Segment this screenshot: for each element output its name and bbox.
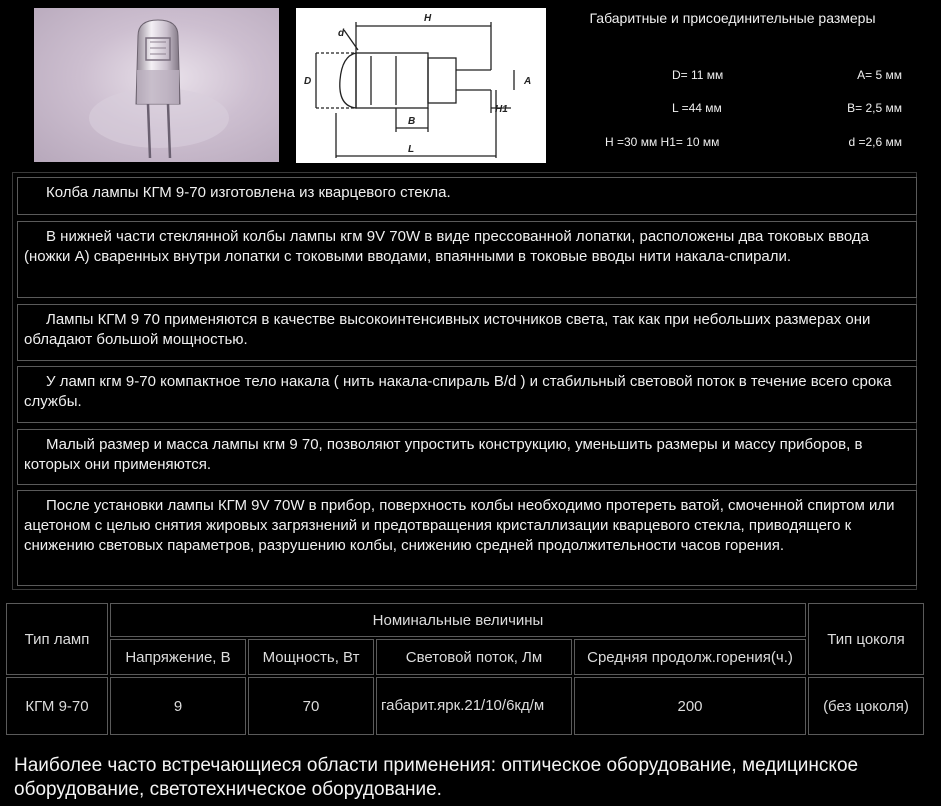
cell-lamp-type: КГМ 9-70 — [6, 677, 108, 735]
applications-text: Наиболее часто встречающиеся области применения: оптическое оборудование, медицинское оборудование, светотехническое оборудование. — [14, 755, 859, 800]
table-header-row — [6, 603, 924, 637]
dimension-drawing — [296, 8, 546, 163]
header-power: Мощность, Вт — [248, 639, 374, 675]
drawing-label-h1: H1 — [495, 104, 508, 115]
dimensions-title: Габаритные и присоединительные размеры — [589, 10, 876, 26]
drawing-label-d: D — [304, 76, 312, 87]
cell-base-type: (без цоколя) — [808, 677, 924, 735]
drawing-label-l: L — [408, 144, 415, 155]
header-base-type: Тип цоколя — [808, 603, 924, 675]
table-subheader-row — [6, 639, 924, 675]
header-luminous-flux: Световой поток, Лм — [376, 639, 572, 675]
table-row — [6, 677, 924, 735]
lamp-photo — [34, 8, 279, 162]
dimension-a: A= 5 мм — [857, 68, 902, 82]
spec-table — [4, 601, 926, 737]
drawing-label-a: A — [524, 76, 532, 87]
cell-luminous-flux: габарит.ярк.21/10/6кд/м — [376, 677, 572, 735]
drawing-label-d-small: d — [338, 28, 345, 39]
dimension-l: L =44 мм — [672, 101, 722, 115]
drawing-label-b: B — [408, 116, 416, 127]
dimension-d-big: D= 11 мм — [672, 68, 724, 82]
header-lamp-type: Тип ламп — [6, 603, 108, 675]
header-average-life: Средняя продолж.горения(ч.) — [574, 639, 806, 675]
dimension-h: H =30 мм H1= 10 мм — [605, 135, 720, 149]
paragraph-filament: У ламп кгм 9-70 компактное тело накала ( нить накала-спираль B/d ) и стабильный световой поток в течение всего срока службы. — [17, 366, 917, 423]
dimension-d-small: d =2,6 мм — [848, 135, 902, 149]
cell-power: 70 — [248, 677, 374, 735]
header-voltage: Напряжение, В — [110, 639, 246, 675]
cell-voltage: 9 — [110, 677, 246, 735]
cell-average-life: 200 — [574, 677, 806, 735]
header-nominal-values: Номинальные величины — [110, 603, 806, 637]
paragraph-material: Колба лампы КГМ 9-70 изготовлена из кварцевого стекла. — [17, 177, 917, 215]
dimension-b: B= 2,5 мм — [847, 101, 902, 115]
paragraph-usage: Лампы КГМ 9 70 применяются в качестве высокоинтенсивных источников света, так как при небольших размерах они обладают большой мощностью. — [17, 304, 917, 361]
paragraph-size: Малый размер и масса лампы кгм 9 70, позволяют упростить конструкцию, уменьшить размеры и массу приборов, в которых они применяются. — [17, 429, 917, 485]
drawing-label-h: H — [424, 13, 432, 24]
lamp-photo-illustration — [34, 8, 279, 162]
paragraph-construction: В нижней части стеклянной колбы лампы кгм 9V 70W в виде прессованной лопатки, расположены два токовых ввода (ножки А) сваренных внутри лопатки с токовыми вводами, впаянными в токовые вводы нити накала-спирали. — [17, 221, 917, 298]
paragraph-installation: После установки лампы КГМ 9V 70W в прибор, поверхность колбы необходимо протереть ватой, смоченной спиртом или ацетоном с целью снятия жировых загрязнений и предотвращения кристаллизации кварцевого стекла, приводящего к снижению световых параметров, разрушению колбы, снижению средней продолжительности часов горения. — [17, 490, 917, 586]
